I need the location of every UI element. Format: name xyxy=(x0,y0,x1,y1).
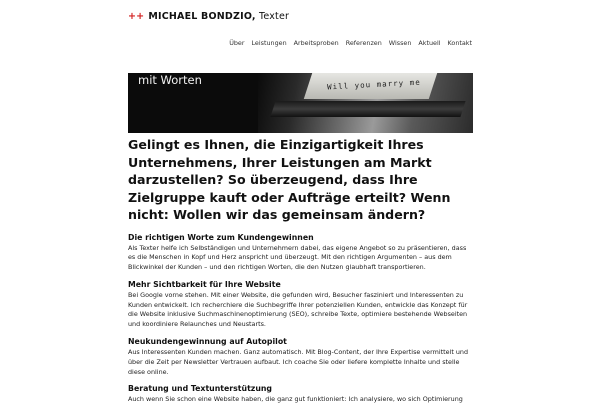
banner-tagline: mit Worten xyxy=(138,73,202,87)
section-title: Beratung und Textunterstützung xyxy=(128,384,273,394)
section-text: Aus Interessenten Kunden machen. Ganz automatisch. Mit Blog-Content, der Ihre Expertise vermittelt und über die Zeit per Newsletter Vertrauen aufbaut. Ich coache Sie oder liefere komplette Inhalte und stelle diese online. xyxy=(128,348,469,376)
nav-item-ueber[interactable]: Über xyxy=(229,39,245,47)
nav-item-aktuell[interactable]: Aktuell xyxy=(418,39,441,47)
section-sichtbarkeit xyxy=(128,280,473,330)
section-title: Mehr Sichtbarkeit für Ihre Website xyxy=(128,279,281,289)
section-text: Als Texter helfe ich Selbständigen und Unternehmern dabei, das eigene Angebot so zu präsentieren, dass es die Menschen in Kopf und Herz anspricht und überzeugt. Mit den richtigen Argumenten – aus dem Blickwinkel der Kunden – und den richtigen Worten, die den Nutzen glaubhaft transportieren. xyxy=(128,243,467,272)
hero-banner xyxy=(128,73,473,133)
section-title: Die richtigen Worte zum Kundengewinnen xyxy=(128,232,314,242)
section-beratung xyxy=(128,384,473,405)
nav-item-referenzen[interactable]: Referenzen xyxy=(345,39,382,47)
section-autopilot xyxy=(128,337,473,377)
typewriter-typed-text: Will you marry me xyxy=(327,77,422,92)
site-logo[interactable] xyxy=(128,11,289,22)
nav-item-wissen[interactable]: Wissen xyxy=(388,39,412,47)
main-navigation xyxy=(229,39,472,47)
section-text: Auch wenn Sie schon eine Website haben, die ganz gut funktioniert: Ich analysiere, wo sich Optimierung xyxy=(128,395,463,404)
logo-plus-mark: ++ xyxy=(128,11,145,22)
main-content xyxy=(128,136,473,412)
section-kundengewinnen xyxy=(128,233,473,273)
typewriter-roller xyxy=(270,101,465,117)
nav-item-kontakt[interactable]: Kontakt xyxy=(447,39,472,47)
section-text: Bei Google vorne stehen. Mit einer Website, die gefunden wird, Besucher fasziniert und Interessenten zu Kunden entwickelt. Ich recherchiere die Suchbegriffe Ihrer potenziellen Kunden, entwickle das Konzept für die Website inklusive Suchmaschinenoptimierung (SEO), schreibe Texte, optimiere bestehende Webseiten und koordiniere Relaunches und Neustarts. xyxy=(128,290,468,329)
lead-heading: Gelingt es Ihnen, die Einzigartigkeit Ihres Unternehmens, Ihrer Leistungen am Markt darzustellen? So überzeugend, dass Ihre Zielgruppe kauft oder Aufträge erteilt? Wenn nicht: Wollen wir das gemeinsam ändern? xyxy=(128,137,451,222)
nav-item-arbeitsproben[interactable]: Arbeitsproben xyxy=(293,39,339,47)
section-title: Neukundengewinnung auf Autopilot xyxy=(128,337,287,347)
logo-role: Texter xyxy=(258,11,290,22)
logo-name: MICHAEL BONDZIO, xyxy=(148,11,256,22)
nav-item-leistungen[interactable]: Leistungen xyxy=(251,39,287,47)
